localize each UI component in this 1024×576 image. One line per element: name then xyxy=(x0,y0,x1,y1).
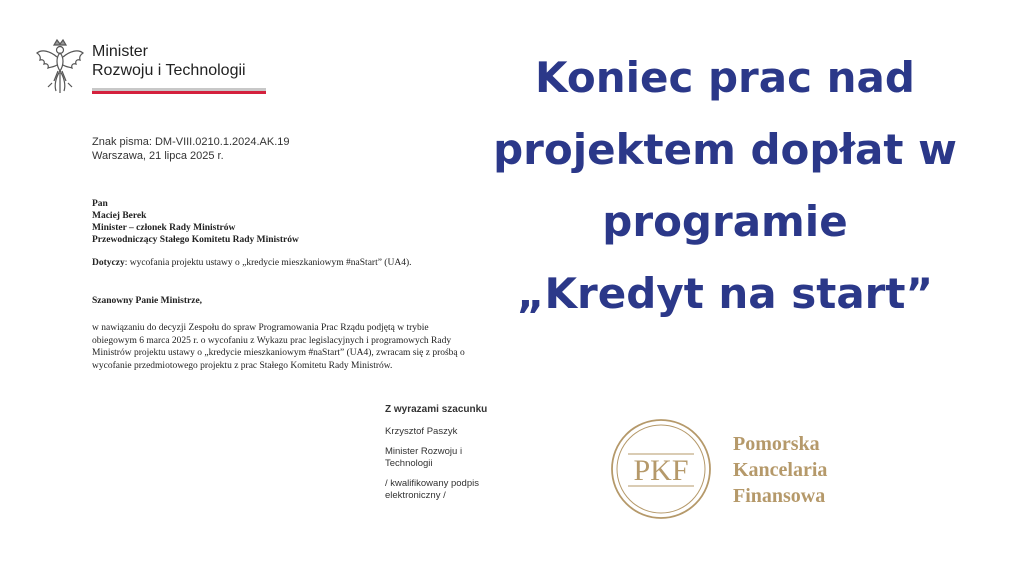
firm-name-line: Kancelaria xyxy=(733,459,828,481)
signer-title-line2: Technologii xyxy=(385,458,433,469)
signer-title-line1: Minister Rozwoju i xyxy=(385,446,463,457)
ministry-name-line2: Rozwoju i Technologii xyxy=(92,62,246,79)
white-eagle-emblem-icon xyxy=(34,37,86,97)
subject-label: Dotyczy xyxy=(92,258,125,268)
salutation: Szanowny Panie Ministrze, xyxy=(92,296,203,306)
place-date: Warszawa, 21 lipca 2025 r. xyxy=(92,150,224,162)
letter-meta xyxy=(92,135,290,163)
addressee-line: Minister – członek Rady Ministrów xyxy=(92,223,236,233)
addressee-block xyxy=(92,198,299,246)
reference-number: Znak pisma: DM-VIII.0210.1.2024.AK.19 xyxy=(92,136,290,148)
subject-text: : wycofania projektu ustawy o „kredycie mieszkaniowym #naStart” (UA4). xyxy=(124,258,412,268)
body-line: w nawiązaniu do decyzji Zespołu do spraw Programowania Prac Rządu podjętą w trybie xyxy=(92,323,429,333)
firm-name-line: Pomorska xyxy=(733,433,820,455)
headline-line: projektem dopłat w xyxy=(493,125,957,174)
pkf-logo-icon xyxy=(610,418,712,520)
ministry-name-line1: Minister xyxy=(92,43,149,60)
headline-line: Koniec prac nad xyxy=(535,53,915,102)
signer-name: Krzysztof Paszyk xyxy=(385,426,458,437)
body-line: Ministrów projektu ustawy o „kredycie mieszkaniowym #naStart” (UA4), zwracam się z prośbą o xyxy=(92,348,465,358)
body-line: wycofanie przedmiotowego projektu z prac Stałego Komitetu Rady Ministrów. xyxy=(92,360,393,371)
headline xyxy=(430,42,1020,330)
headline-line: programie xyxy=(602,197,848,246)
firm-name-line: Finansowa xyxy=(733,485,826,507)
logo-letters: PKF xyxy=(633,454,689,487)
headline-line: „Kredyt na start” xyxy=(516,269,934,318)
signature-note-line1: / kwalifikowany podpis xyxy=(385,478,479,489)
addressee-line: Maciej Berek xyxy=(92,211,147,221)
ministry-name xyxy=(92,42,246,80)
signature-block xyxy=(385,404,515,502)
body-line: obiegowym 6 marca 2025 r. o wycofaniu z Wykazu prac legislacyjnych i programowych Rady xyxy=(92,335,452,346)
closing-phrase: Z wyrazami szacunku xyxy=(385,404,488,415)
subject-line xyxy=(92,258,411,268)
flag-divider xyxy=(92,88,266,94)
firm-name xyxy=(733,431,827,509)
signature-note-line2: elektroniczny / xyxy=(385,490,446,501)
addressee-line: Pan xyxy=(92,199,108,209)
addressee-line: Przewodniczący Stałego Komitetu Rady Ministrów xyxy=(92,235,299,245)
